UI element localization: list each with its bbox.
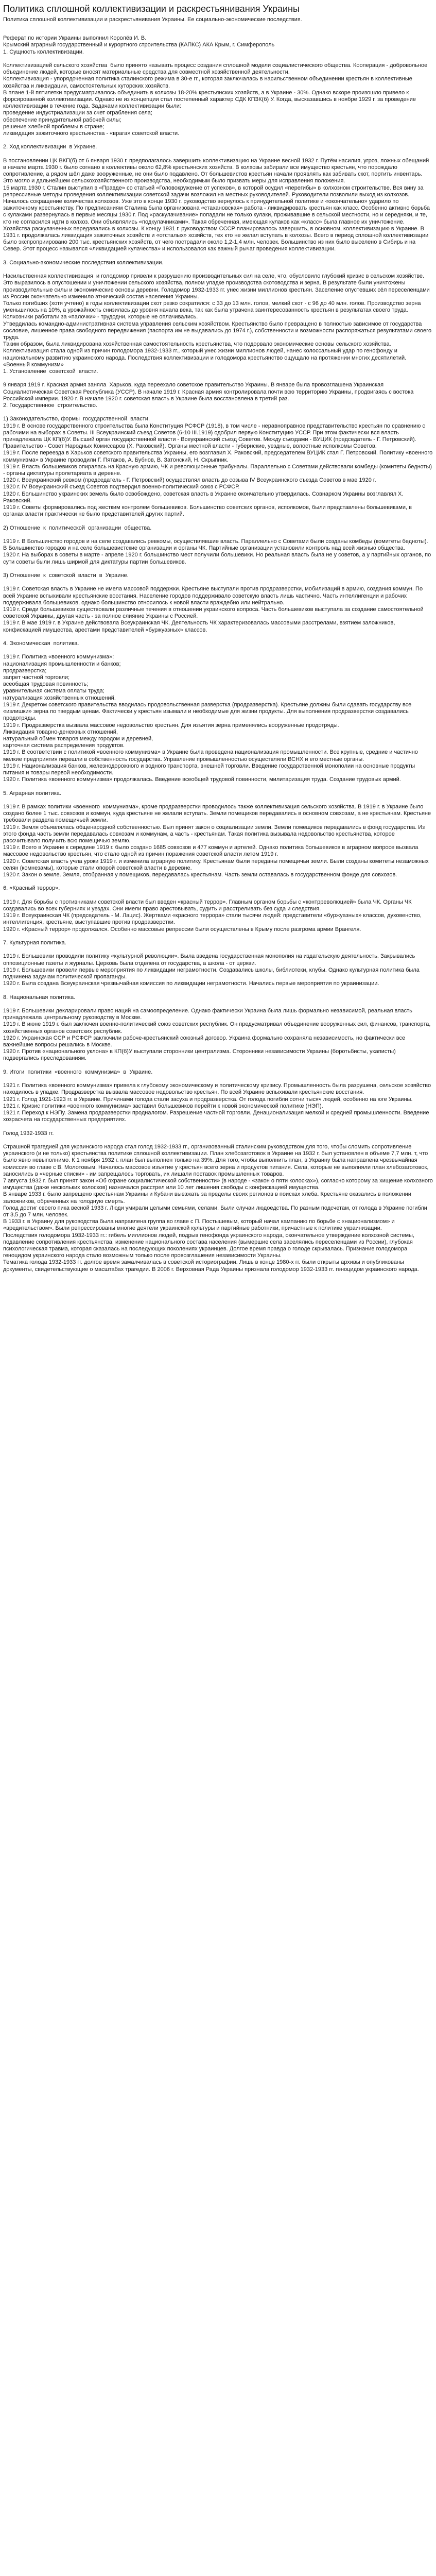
- body-paragraph: [3, 797, 433, 804]
- body-paragraph: 1919 г. Советская власть в Украине не имела массовой поддержки. Крестьяне выступали против продразверстки, мобилизаций в армию, создания коммун. По всей Украине вспыхивали крестьянские восстания. Население городов поддерживало советскую власть лишь частично. Часть интеллигенции и рабочих поддерживала большевиков, однако большинство относилось к новой власти враждебно или нейтрально.: [3, 586, 425, 606]
- body-paragraph: 1919 г. В Большинство городов и на селе создавались ревкомы, осуществлявшие власть. Параллельно с Советами были созданы комбеды (комитеты бедноты). В Большинство городов и на селе большевистские организации и органы ЧК. Партийные организации установили контроль над всей жизнью общества.: [3, 538, 430, 552]
- body-paragraph: 1919 г. Для борьбы с противниками советской власти был введен «красный террор». Главным органом борьбы с «контрреволюцией» была ЧК. Органы ЧК создавались во всех губерниях и уездах. Они имели право арестовывать, судить и расстреливать без суда и следствия.: [3, 899, 413, 912]
- body-paragraph: [3, 56, 433, 62]
- body-paragraph: 1920 г. Закон о земле. Земля, отобранная у помещиков, передавалась крестьянам. Часть земли оставалась в государственном фонде для совхозов.: [3, 871, 397, 878]
- body-paragraph: [3, 375, 433, 382]
- body-paragraph: 15 марта 1930 г. Сталин выступил в «Правде» со статьей «Головокружение от успехов», в которой осудил «перегибы» в колхозном строительстве. Вся вину за репрессивные методы проведения коллективизации советской задачи возложил на местных руководителей. Руководители позволили выход из колхозов. Началось сокращение количества колхозов. Уже это в конце 1930 г. руководство вернулось к принудительной политике и «окончательно» ударило по зажиточному крестьянству. По предписаниям Сталина была организована «стахановская» работа - ликвидировать крестьян как класс. Особенно активно борьба с кулаками развернулась в первые месяцы 1930 г. Под «раскулачивание» попадали не только кулаки, проживавшие в сельской местности, но и середняки, и те, кто не согласился идти в колхоз. Они объявлялись «подкулачниками». Такая обреченная, имеющая кулаков как «класс» была главное их уничтожение. Хозяйства раскулаченных передавались в колхозы. К концу 1931 г. руководством СССР планировалось завершить, в основном, коллективизацию в Украине. В 1931 г. продолжалась ликвидация зажиточных хозяйств и «отсталых» хозяйств, тех кто не желал вступать в колхозы. Всего в период сплошной коллективизации было экспроприировано 200 тыс. крестьянских хозяйств, от чего пострадали около 1,2-1,4 млн. человек. Большинство из них было выселено в Сибирь и на Север. Этот процесс назывался «ликвидацией кулачества» и использовался как важный рычаг проведения коллективизации.: [3, 184, 432, 252]
- body-paragraph: Коллективизация - упорядоченная политика сталинского режима в 30-е гг., которая заключалась в насильственном объединении крестьян в коллективные хозяйства и ликвидации, самостоятельных хуторских хозяйств.: [3, 76, 414, 89]
- body-paragraph: 1920 г. Украинская ССР и РСФСР заключили рабоче-крестьянский союзный договор. Украина формально сохраняла независимость, но фактически все важнейшие вопросы решались в Москве.: [3, 1035, 407, 1048]
- body-paragraph: национализация промышленности и банков;: [3, 660, 121, 667]
- body-paragraph: 3) Отношение к советской власти в Украине.: [3, 572, 129, 579]
- body-paragraph: Крымский аграрный государственный и курортного строительства (КАПКС) АКА Крым, г. Симферополь: [3, 42, 275, 48]
- body-paragraph: [3, 266, 433, 273]
- body-paragraph: 6. «Красный террор».: [3, 885, 60, 892]
- body-paragraph: Страшной трагедией для украинского народа стал голод 1932-1933 гг., организованный сталинским руководством для того, чтобы сломить сопротивление украинского (и не только) крестьянства политике сплошной коллективизации. План хлебозаготовок в Украине на 1932 г. был установлен в объеме 7,7 млн. т, что было явно невыполнимо. К 1 ноября 1932 г. план был выполнен только на 39%. Для того, чтобы выполнить план, в Украину была направлена чрезвычайная комиссия во главе с В. Молотовым. Началось массовое изъятие у крестьян всего зерна и продуктов питания. Села, которые не выполняли план хлебозаготовок, заносились в «черные списки» - им запрещалось торговать, их лишали поставок промышленных товаров.: [3, 1143, 430, 1177]
- body-paragraph: ликвидация зажиточного крестьянства - «врага» советской власти.: [3, 130, 180, 137]
- body-paragraph: 1920 г. Большинство украинских земель было освобождено, советская власть в Украине окончательно утвердилась. Совнарком Украины возглавлял Х. Раковский.: [3, 490, 405, 504]
- body-paragraph: всеобщая трудовая повинность;: [3, 681, 89, 688]
- body-paragraph: В январе 1933 г. было запрещено крестьянам Украины и Кубани выезжать за пределы своих регионов в поисках хлеба. Крестьяне оказались в положении заложников, обреченных на голодную смерть.: [3, 1191, 413, 1205]
- body-paragraph: В плане 1-й пятилетки предусматривалось объединить в колхозы 18-20% крестьянских хозяйств, а в Украине - 30%. Однако вскоре произошло привело к форсированной коллективизации. Однако не из концепции стал постепенный характер СДК КПЗК(б) У. Когда, высказавшись в ноябре 1929 г. за проведение коллективизации в течение года. Задачами коллективизации были:: [3, 89, 418, 110]
- body-paragraph: 1920 г. Против «национального уклона» в КП(б)У выступали сторонники централизма. Сторонники независимости Украины (боротьбисты, укаписты) подвергались преследованиям.: [3, 1048, 397, 1062]
- body-paragraph: 1920 г. Политика «военного коммунизма» продолжалась. Введение всеобщей трудовой повинности, милитаризация труда. Создание трудовых армий.: [3, 776, 401, 783]
- body-paragraph: 1921 г. Переход к НЭПу. Замена продразверстки продналогом. Разрешение частной торговли. Денационализация мелкой и средней промышленности. Введение хозрасчета на государственных предприятиях.: [3, 1109, 431, 1123]
- body-paragraph: 1. Установление советской власти.: [3, 368, 98, 375]
- body-paragraph: 1919 г. Среди большевиков существовали различные течения в отношении украинского вопроса. Часть большевиков выступала за создание самостоятельной советской Украины, другая часть - за полное слияние Украины с Россией.: [3, 606, 425, 620]
- body-paragraph: 1919 г. Всеукраинская ЧК (председатель - М. Лацис). Жертвами «красного террора» стали тысячи людей: представители «буржуазных» классов, духовенство, интеллигенция, крестьяне, выступавшие против продразверстки.: [3, 912, 423, 926]
- body-paragraph: 7. Культурная политика.: [3, 939, 66, 946]
- body-paragraph: [3, 1001, 433, 1008]
- body-paragraph: Последствия голодомора 1932-1933 гг.: гибель миллионов людей, подрыв генофонда украинского народа, окончательное утверждение колхозной системы, подавление сопротивления крестьянства, изменение национального состава населения (вымершие села заселялись переселенцами из России), глубокая психологическая травма, которая сказалась на последующих поколениях украинцев. Долгое время правда о голоде скрывалась. Признание голодомора геноцидом украинского народа стало возможным только после провозглашения независимости Украины.: [3, 1232, 416, 1259]
- body-paragraph: 2) Отношение к политической организации общества.: [3, 524, 152, 531]
- body-paragraph: 1920 г. IV Всеукраинский съезд Советов подтвердил военно-политический союз с РСФСР.: [3, 484, 240, 490]
- body-paragraph: В постановлении ЦК ВКП(б) от 6 января 1930 г. предполагалось завершить коллективизацию на Украине весной 1932 г. Путём насилия, угроз, ложных обещаний в начале марта 1930 г. было согнано в коллективы около 62,8% крестьянских хозяйств. В колхозы забирали все имущество крестьян, что порождало сопротивление, а рядом шёл даже вооруженные, не они было подавлено. От большевистов крестьян начали проявлять как забивать скот, портить инвентарь. Это могло и дальнейшем сельскохозяйственного производства, необходимым было призвать меры для исправления положения.: [3, 157, 431, 184]
- body-paragraph: [3, 933, 433, 940]
- body-paragraph: [3, 137, 433, 144]
- body-paragraph: 1. Сущность коллективизации.: [3, 48, 84, 55]
- document-title: Политика сплошной коллективизации и раскрестьянивания Украины: [3, 4, 300, 14]
- body-paragraph: В 1933 г. в Украину для руководства была направлена группа во главе с П. Постышевым, который начал кампанию по борьбе с «национализмом» и «вредительством». Были репрессированы многие деятели украинской культуры и партийные работники, причастные к политике украинизации.: [3, 1218, 396, 1232]
- body-paragraph: 2. Ход коллективизации в Украине.: [3, 144, 97, 150]
- body-paragraph: 1919 г. Политика «военного коммунизма»:: [3, 654, 114, 660]
- body-paragraph: натуральный обмен товаров между городом и деревней,: [3, 735, 153, 742]
- body-paragraph: 1919 г. Большевики провели первые мероприятия по ликвидации неграмотности. Создавались школы, библиотеки, клубы. Однако культурная политика была подчинена задачам политической пропаганды.: [3, 967, 421, 980]
- body-paragraph: 9. Итоги политики «военного коммунизма» в Украине.: [3, 1069, 153, 1075]
- body-paragraph: [3, 946, 433, 953]
- body-paragraph: 9 января 1919 г. Красная армия заняла Харьков, куда переехало советское правительство Украины. В январе была провозглашена Украинская Социалистическая Советская Республика (УССР). В начале 1919 г. Красная армия контролировала почти всю территорию Украины, продвигаясь с востока Российской империи. 1920 г. В начале 1920 г. советская власть в Украине была восстановлена в третий раз.: [3, 382, 415, 402]
- body-paragraph: Насильственная коллективизация и голодомор привели к разрушению производительных сил на селе, что, обусловило глубокий кризис в сельском хозяйстве. Это выразилось в опустошении и уничтожении сельского хозяйства, полном упадке производства скотоводства и зерна. В результате были уничтожены производительные силы и экономические основы деревни. Голодомор 1932-1933 гг. унес жизни миллионов крестьян. Заселение опустевших сёл переселенцами из России окончательно изменило этнический состав населения Украины.: [3, 273, 431, 300]
- body-paragraph: [3, 518, 433, 525]
- body-paragraph: 1921 г. Кризис политики «военного коммунизма» заставил большевиков перейти к новой экономической политике (НЭП).: [3, 1103, 323, 1109]
- body-paragraph: 1921 г. Голод 1921-1923 гг. в Украине. Причинами голода стали засуха и продразверстка. От голода погибли сотни тысяч людей, особенно на юге Украины.: [3, 1096, 413, 1103]
- body-paragraph: 2. Государственное строительство.: [3, 402, 97, 409]
- body-paragraph: 1919 г. Большевики декларировали право наций на самоопределение. Однако фактически Украина была лишь формально независимой, реальная власть принадлежала центральному руководству в Москве.: [3, 1007, 414, 1021]
- body-paragraph: 1919 г. Советы формировались под жестким контролем большевиков. Большинство советских органов, исполкомов, были представлены большевиками, в органах власти практически не было представителей других партий.: [3, 504, 414, 518]
- body-paragraph: 1919 г. Декретом советского правительства вводилась продовольственная разверстка (продразверстка). Крестьяне должны были сдавать государству все «излишки» зерна по твердым ценам. Фактически у крестьян изымали и необходимые для жизни продукты. Для выполнения продразверстки создавались продотряды.: [3, 701, 413, 722]
- body-paragraph: 1920 г. «Красный террор» продолжался. Особенно массовые репрессии были осуществлены в Крыму после разгрома армии Врангеля.: [3, 926, 361, 933]
- body-paragraph: Ликвидация товарно-денежных отношений,: [3, 728, 118, 735]
- body-paragraph: 1919 г. В рамках политики «военного коммунизма», кроме продразверстки проводилось также коллективизация сельского хозяйства. В 1919 г. в Украине было создано более 1 тыс. совхозов и коммун, куда крестьяне не желали вступать. Земли помещиков передавались в основном совхозам, а не крестьянам. Крестьяне требовали раздела помещичьей земли.: [3, 803, 433, 824]
- body-paragraph: [3, 409, 433, 416]
- body-paragraph: 8. Национальная политика.: [3, 994, 76, 1001]
- body-paragraph: [3, 1076, 433, 1082]
- document-page: [0, 0, 436, 1281]
- body-paragraph: Таким образом, была ликвидирована хозяйственная самостоятельность крестьянства, что подорвало экономические основы сельского хозяйства. Коллективизация стала одной из причин голодомора 1932-1933 гг., который унес жизни миллионов людей, нанес колоссальный удар по генофонду и национальному развитию украинского народа. Последствия коллективизации и голодомора крестьянство ощущало на протяжении многих десятилетий.: [3, 341, 407, 361]
- body-paragraph: [3, 532, 433, 538]
- body-paragraph: проведение индустриализации за счет ограбления села;: [3, 110, 152, 116]
- body-paragraph: 1919 г. В июне 1919 г. был заключен военно-политический союз советских республик. Он предусматривал объединение вооруженных сил, финансов, транспорта, хозяйственных органов советских республик.: [3, 1021, 432, 1035]
- body-paragraph: Голод 1932-1933 гг.: [3, 1130, 54, 1137]
- body-paragraph: [3, 579, 433, 586]
- body-paragraph: «Военный коммунизм»: [3, 361, 64, 368]
- body-paragraph: 1919 г. Земля объявлялась общенародной собственностью. Был принят закон о социализации земли. Земли помещиков передавались в фонд государства. Из этого фонда часть земли передавалась совхозам и коммунам, а часть - крестьянам. Такая политика вызывала недовольство крестьянства, которое рассчитывало получить всю помещичью землю.: [3, 824, 427, 844]
- body-paragraph: [3, 253, 433, 260]
- document-subtitle: Политика сплошной коллективизации и раскрестьянивания Украины. Ее социально-экономические последствия.: [3, 16, 302, 23]
- body-paragraph: уравнительная система оплаты труда;: [3, 688, 104, 694]
- body-paragraph: 1919 г. В мае 1919 г. в Украине действовала Всеукраинская ЧК. Деятельность ЧК характеризовалась массовыми расстрелами, взятием заложников, конфискацией имущества, арестами представителей «буржуазных» классов.: [3, 620, 397, 633]
- body-paragraph: 1919 г. После переезда в Харьков советского правительства Украины, его возглавил Х. Раковский, председателем ВУЦИК стал Г. Петровский. Политику «военного коммунизма» в Украине проводили Г. Пятаков, А. Бубнов, В. Затонский, Н. Скрыпник.: [3, 450, 434, 463]
- body-paragraph: 1919 г. В основе государственного строительства была Конституция РСФСР (1918), в том числе - неравноправное представительство крестьян по сравнению с рабочими на выборах в Советы. III Всеукраинский съезд Советов (6-10 III.1919) одобрил первую Конституцию УССР. При этом фактически вся власть принадлежала ЦК КП(б)У. Высший орган государственной власти - Всеукраинский съезд Советов. Между съездами - ВУЦИК (председатель - Г. Петровский). Правительство - Совет Народных Комиссаров (Х. Раковский). Органы местной власти - губернские, уездные, волостные исполкомы Советов.: [3, 422, 427, 450]
- body-paragraph: [3, 878, 433, 885]
- body-paragraph: 1921 г. Политика «военного коммунизма» привела к глубокому экономическому и политическому кризису. Промышленность была разрушена, сельское хозяйство находилось в упадке. Продразверстка вызвала массовое недовольство крестьян. По всей Украине вспыхивали крестьянские восстания.: [3, 1082, 433, 1096]
- body-paragraph: 5. Аграрная политика.: [3, 790, 61, 796]
- body-paragraph: [3, 1062, 433, 1069]
- body-paragraph: Коллективизацией сельского хозяйства было принято называть процесс создания сплошной модели социалистического общества. Кооперация - добровольное объединение людей, которые вносят материальные средства для совместной хозяйственной деятельности.: [3, 62, 429, 76]
- body-paragraph: 3. Социально-экономические последствия коллективизации.: [3, 259, 164, 266]
- body-paragraph: [3, 1123, 433, 1130]
- body-paragraph: 1919 г. В соответствии с политикой «военного коммунизма» в Украине была проведена национализация промышленности. Все крупные, средние и частично мелкие предприятия перешли в собственность государства. Управление промышленностью осуществляли ВСНХ и его местные органы.: [3, 749, 420, 762]
- body-paragraph: Голод достиг своего пика весной 1933 г. Люди умирали целыми семьями, селами. Были случаи людоедства. По разным подсчетам, от голода в Украине погибли от 3,5 до 7 млн. человек.: [3, 1205, 429, 1218]
- body-paragraph: Утвердилась командно-административная система управления сельским хозяйством. Крестьянство было превращено в полностью зависимое от государства сословие, лишенное права свободного передвижения (паспорта им не выдавались до 1974 г.), собственности и возможности распоряжаться результатами своего труда.: [3, 320, 433, 341]
- body-paragraph: [3, 634, 433, 640]
- body-paragraph: [3, 647, 433, 654]
- body-paragraph: натурализация хозяйственных отношений.: [3, 694, 116, 701]
- document-body: [3, 28, 433, 1273]
- body-paragraph: запрет частной торговли;: [3, 674, 70, 681]
- body-paragraph: продразверстка;: [3, 667, 47, 674]
- body-paragraph: [3, 892, 433, 899]
- body-paragraph: обеспечение принудительной рабочей силы;: [3, 116, 121, 123]
- body-paragraph: 1) Законодательство, формы государственной власти.: [3, 416, 150, 422]
- body-paragraph: [3, 28, 433, 35]
- body-paragraph: 1919 г. Национализация банков, железнодорожного и водного транспорта, внешней торговли. Введение государственной монополии на основные продукты питания и товары первой необходимости.: [3, 762, 417, 776]
- body-paragraph: 1919 г. Продразверстка вызвала массовое недовольство крестьян. Для изъятия зерна применялись вооруженные продотряды.: [3, 722, 339, 728]
- body-paragraph: 1920 г. Была создана Всеукраинская чрезвычайная комиссия по ликвидации неграмотности. Начались первые мероприятия по украинизации.: [3, 980, 379, 987]
- body-paragraph: 4. Экономическая политика.: [3, 640, 79, 647]
- body-paragraph: Реферат по истории Украины выполнил Королёв И. В.: [3, 35, 147, 42]
- body-paragraph: 1919 г. Большевики проводили политику «культурной революции». Была введена государственная монополия на издательскую деятельность. Закрывались оппозиционные газеты и журналы. Церковь была отделена от государства, а школа - от церкви.: [3, 953, 417, 967]
- body-paragraph: 1919 г. Власть большевиков опиралась на Красную армию, ЧК и революционные трибуналы. Параллельно с Советами действовали комбеды (комитеты бедноты) - органы диктатуры пролетариата в деревне.: [3, 463, 434, 477]
- body-paragraph: Тематика голода 1932-1933 гг. долгое время замалчивалась в советской историографии. Лишь в конце 1980-х гг. были открыты архивы и опубликованы документы, свидетельствующие о масштабах трагедии. В 2006 г. Верховная Рада Украины признала голодомор 1932-1933 гг. геноцидом украинского народа.: [3, 1259, 419, 1273]
- body-paragraph: [3, 151, 433, 158]
- body-paragraph: 1920 г. На выборах в советы в марте - апреле 1920 г. большинство мест получили большевики. Но реальная власть была не у советов, а у партийных органов, по сути советы были лишь ширмой для диктатуры партии большевиков.: [3, 552, 433, 565]
- body-paragraph: 1919 г. Всего в Украине к середине 1919 г. было создано 1685 совхозов и 477 коммун и артелей. Однако политика большевиков в аграрном вопросе вызвала массовое недовольство крестьян, что стало одной из причин поражения советской власти летом 1919 г.: [3, 844, 420, 858]
- body-paragraph: Только погибших (хотя учтено) в годы коллективизации скот резко сократился: с 33 до 13 млн. голов, мелкий скот - с 96 до 40 млн. голов. Производство зерна уменьшилось на 10%, а урожайность снизилась до уровня начала века, так как была утрачена заинтересованность крестьян в результатах своего труда. Колхозники работали за «палочки» - трудодни, которые не оплачивались.: [3, 300, 423, 320]
- body-paragraph: решение хлебной проблемы в стране;: [3, 123, 104, 130]
- body-paragraph: 1920 г. Всеукраинский ревком (председатель - Г. Петровский) осуществлял власть до созыва IV Всеукраинского съезда Советов в мае 1920 г.: [3, 477, 376, 484]
- body-paragraph: карточная система распределения продуктов.: [3, 742, 125, 749]
- body-paragraph: 7 августа 1932 г. был принят закон «Об охране социалистической собственности» (в народе - «закон о пяти колосках»), согласно которому за хищение колхозного имущества (даже нескольких колосков) назначался расстрел или 10 лет лишения свободы с конфискацией имущества.: [3, 1177, 434, 1191]
- body-paragraph: [3, 987, 433, 994]
- body-paragraph: 1920 г. Советская власть учла уроки 1919 г. и изменила аграрную политику. Крестьянам были переданы помещичьи земли. Были созданы комитеты незаможных селян (комнезамы), которые стали опорой советской власти в деревне.: [3, 858, 430, 871]
- body-paragraph: [3, 566, 433, 572]
- body-paragraph: [3, 1137, 433, 1144]
- body-paragraph: [3, 783, 433, 790]
